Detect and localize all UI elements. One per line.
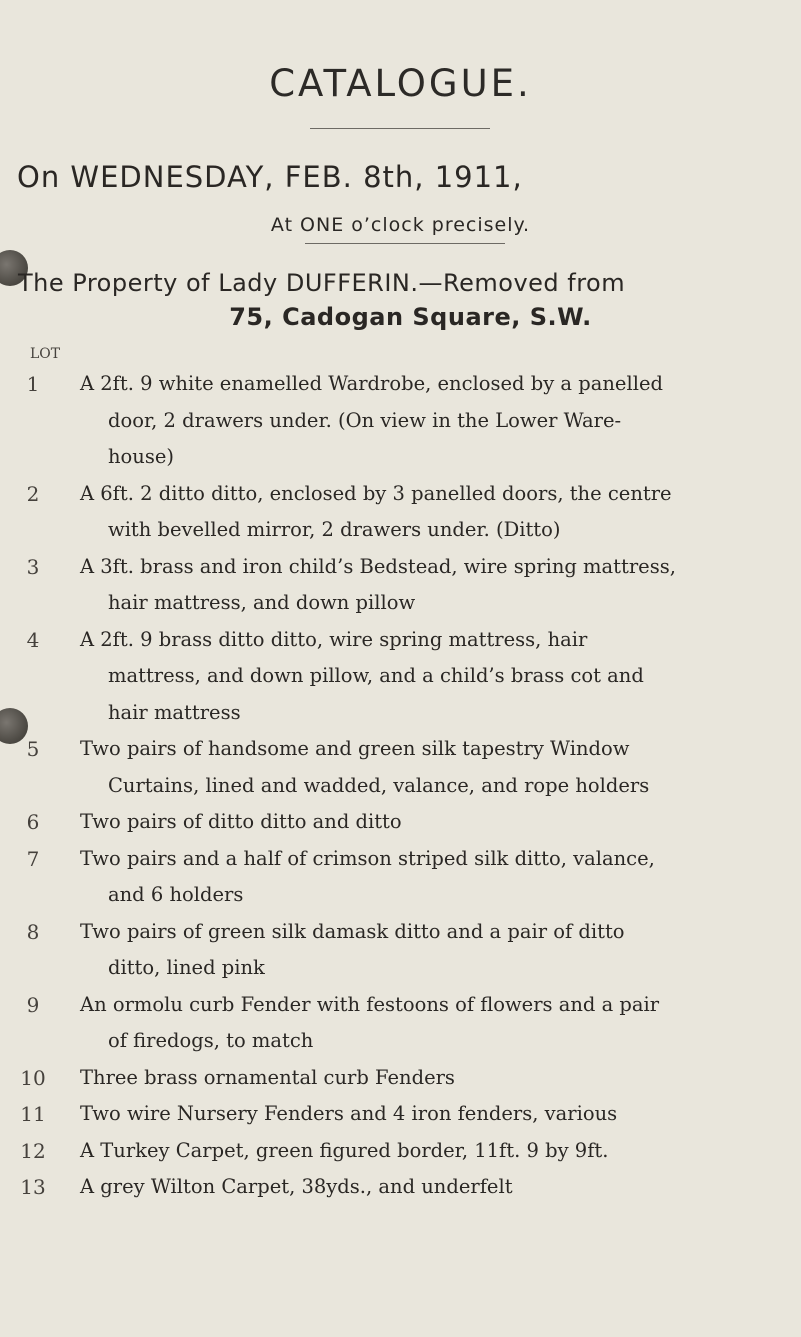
lot-number: 13: [20, 1175, 46, 1199]
lot-description: [80, 1169, 715, 1206]
sale-time: At ONE o’clock precisely.: [270, 214, 531, 236]
lot-description-line: A 3ft. brass and iron child’s Bedstead, wire spring mattress,: [80, 554, 676, 578]
lot-list: [0, 366, 801, 1206]
lot-description-line: Curtains, lined and wadded, valance, and rope holders: [108, 773, 650, 797]
lot-description-line: ditto, lined pink: [108, 956, 265, 979]
divider: [305, 243, 505, 244]
lot-description-line: of firedogs, to match: [108, 1029, 314, 1052]
lot-description-line: and 6 holders: [108, 883, 244, 906]
sale-date: On WEDNESDAY, FEB. 8th, 1911,: [17, 160, 523, 194]
lot-description-line: mattress, and down pillow, and a child’s brass cot and: [108, 664, 644, 687]
lot-number: 7: [26, 846, 40, 871]
lot-description: [80, 731, 715, 804]
lot-entry: [0, 914, 801, 987]
lot-number: 4: [26, 627, 40, 652]
lot-description-line: A grey Wilton Carpet, 38yds., and underfelt: [80, 1175, 513, 1198]
lot-number: 8: [26, 919, 40, 944]
lot-number: 10: [20, 1065, 46, 1090]
lot-entry: [0, 366, 801, 476]
lot-entry: [0, 841, 801, 914]
lot-description-line: A 6ft. 2 ditto ditto, enclosed by 3 panelled doors, the centre: [80, 481, 672, 505]
page-title: CATALOGUE.: [269, 62, 532, 105]
lot-description-line: An ormolu curb Fender with festoons of flowers and a pair: [80, 992, 660, 1016]
lot-entry: [0, 804, 801, 841]
lot-description: [80, 1096, 715, 1133]
lot-column-header: LOT: [30, 346, 61, 362]
lot-number: 12: [20, 1138, 46, 1163]
lot-description: [80, 366, 715, 476]
lot-description-line: A Turkey Carpet, green figured border, 11ft. 9 by 9ft.: [80, 1138, 609, 1162]
lot-entry: [0, 549, 801, 622]
lot-description-line: with bevelled mirror, 2 drawers under. (Ditto): [108, 518, 561, 541]
lot-description-line: Two pairs and a half of crimson striped silk ditto, valance,: [80, 846, 655, 870]
property-address: 75, Cadogan Square, S.W.: [229, 303, 592, 331]
lot-description-line: Two pairs of handsome and green silk tapestry Window: [80, 737, 630, 760]
lot-number: 3: [26, 554, 40, 579]
lot-description: [80, 622, 715, 732]
lot-description: [80, 804, 715, 841]
lot-description-line: house): [108, 445, 175, 468]
lot-description-line: hair mattress: [108, 700, 241, 724]
lot-entry: [0, 731, 801, 804]
lot-description: [80, 914, 715, 987]
lot-entry: [0, 476, 801, 549]
lot-number: 2: [26, 481, 40, 506]
lot-description: [80, 549, 715, 622]
lot-entry: [0, 1096, 801, 1133]
lot-description-line: hair mattress, and down pillow: [108, 591, 416, 614]
divider: [310, 128, 490, 129]
lot-entry: [0, 1169, 801, 1206]
lot-description: [80, 1060, 715, 1097]
lot-number: 11: [20, 1102, 46, 1126]
lot-entry: [0, 1133, 801, 1170]
lot-entry: [0, 1060, 801, 1097]
lot-entry: [0, 622, 801, 732]
lot-description: [80, 841, 715, 914]
lot-description-line: Two wire Nursery Fenders and 4 iron fenders, various: [80, 1102, 618, 1125]
lot-description: [80, 987, 715, 1060]
lot-description: [80, 476, 715, 549]
lot-description-line: Two pairs of ditto ditto and ditto: [80, 810, 402, 833]
lot-number: 6: [26, 810, 40, 834]
lot-number: 9: [26, 992, 40, 1017]
lot-description-line: A 2ft. 9 brass ditto ditto, wire spring mattress, hair: [80, 627, 588, 651]
lot-number: 1: [26, 372, 40, 396]
lot-description-line: Two pairs of green silk damask ditto and a pair of ditto: [80, 919, 625, 943]
lot-description-line: door, 2 drawers under. (On view in the Lower Ware-: [108, 408, 622, 432]
property-heading: The Property of Lady DUFFERIN.—Removed from: [18, 269, 626, 297]
lot-description-line: Three brass ornamental curb Fenders: [80, 1065, 455, 1089]
lot-description-line: A 2ft. 9 white enamelled Wardrobe, enclosed by a panelled: [80, 372, 663, 395]
lot-entry: [0, 987, 801, 1060]
lot-number: 5: [26, 737, 40, 761]
lot-description: [80, 1133, 715, 1170]
